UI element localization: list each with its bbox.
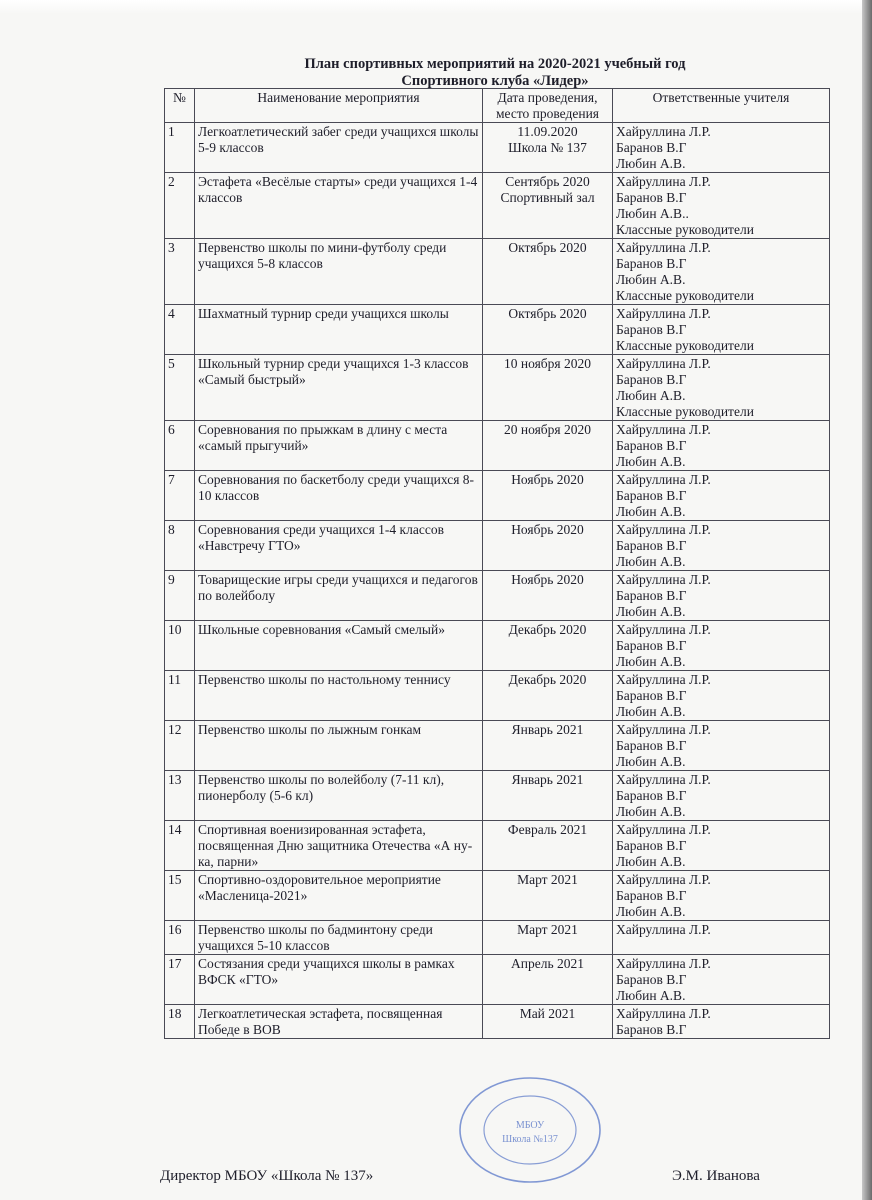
table-row xyxy=(165,355,830,421)
teacher-name: Любин А.В. xyxy=(616,504,686,519)
teacher-name: Любин А.В. xyxy=(616,804,686,819)
responsible-teachers xyxy=(613,421,830,471)
table-row xyxy=(165,123,830,173)
event-date xyxy=(483,123,613,173)
date-line: Январь 2021 xyxy=(511,772,584,787)
teacher-name: Любин А.В. xyxy=(616,156,686,171)
date-line: Февраль 2021 xyxy=(507,822,588,837)
teacher-name: Хайруллина Л.Р. xyxy=(616,772,711,787)
teacher-name: Хайруллина Л.Р. xyxy=(616,572,711,587)
date-line: 20 ноября 2020 xyxy=(503,422,591,437)
teacher-name: Баранов В.Г xyxy=(616,888,687,903)
event-name: Эстафета «Весёлые старты» среди учащихся 1-4 классов xyxy=(195,173,483,239)
date-line: 10 ноября 2020 xyxy=(503,356,591,371)
responsible-teachers xyxy=(613,821,830,871)
row-number: 2 xyxy=(165,173,195,239)
teacher-name: Баранов В.Г xyxy=(616,738,687,753)
row-number: 17 xyxy=(165,955,195,1005)
event-name: Школьный турнир среди учащихся 1-3 классов «Самый быстрый» xyxy=(195,355,483,421)
event-date xyxy=(483,871,613,921)
date-line: Ноябрь 2020 xyxy=(511,522,584,537)
event-name: Шахматный турнир среди учащихся школы xyxy=(195,305,483,355)
teacher-name: Любин А.В. xyxy=(616,604,686,619)
director-name: Э.М. Иванова xyxy=(672,1168,760,1184)
table-row xyxy=(165,239,830,305)
teacher-name: Хайруллина Л.Р. xyxy=(616,124,711,139)
row-number: 5 xyxy=(165,355,195,421)
responsible-teachers xyxy=(613,471,830,521)
event-date xyxy=(483,571,613,621)
event-date xyxy=(483,921,613,955)
event-name: Легкоатлетический забег среди учащихся школы 5-9 классов xyxy=(195,123,483,173)
responsible-teachers xyxy=(613,355,830,421)
teacher-name: Любин А.В. xyxy=(616,704,686,719)
responsible-teachers xyxy=(613,173,830,239)
event-date xyxy=(483,471,613,521)
event-date xyxy=(483,821,613,871)
event-name: Спортивная военизированная эстафета, посвященная Дню защитника Отечества «А ну-ка, парни» xyxy=(195,821,483,871)
teacher-name: Хайруллина Л.Р. xyxy=(616,356,711,371)
responsible-teachers xyxy=(613,305,830,355)
row-number: 10 xyxy=(165,621,195,671)
event-name: Состязания среди учащихся школы в рамках ВФСК «ГТО» xyxy=(195,955,483,1005)
event-date xyxy=(483,305,613,355)
table-row xyxy=(165,571,830,621)
teacher-name: Баранов В.Г xyxy=(616,688,687,703)
date-line: Спортивный зал xyxy=(500,190,595,205)
teacher-name: Любин А.В. xyxy=(616,904,686,919)
teacher-name: Баранов В.Г xyxy=(616,1022,687,1037)
table-row xyxy=(165,621,830,671)
row-number: 3 xyxy=(165,239,195,305)
header-date-place: Дата проведения, место проведения xyxy=(483,89,613,123)
header-responsible: Ответственные учителя xyxy=(613,89,830,123)
table-header-row xyxy=(165,89,830,123)
teacher-name: Хайруллина Л.Р. xyxy=(616,622,711,637)
responsible-teachers xyxy=(613,621,830,671)
event-date xyxy=(483,771,613,821)
table-body xyxy=(165,123,830,1039)
event-date xyxy=(483,521,613,571)
date-line: Март 2021 xyxy=(517,872,578,887)
teacher-name: Любин А.В. xyxy=(616,554,686,569)
teacher-name: Хайруллина Л.Р. xyxy=(616,306,711,321)
teacher-name: Баранов В.Г xyxy=(616,438,687,453)
teacher-name: Любин А.В. xyxy=(616,754,686,769)
responsible-teachers xyxy=(613,955,830,1005)
event-name: Школьные соревнования «Самый смелый» xyxy=(195,621,483,671)
event-name: Товарищеские игры среди учащихся и педагогов по волейболу xyxy=(195,571,483,621)
table-row xyxy=(165,955,830,1005)
event-date xyxy=(483,955,613,1005)
teacher-name: Баранов В.Г xyxy=(616,788,687,803)
row-number: 11 xyxy=(165,671,195,721)
event-date xyxy=(483,421,613,471)
scan-right-edge xyxy=(862,0,872,1200)
date-line: Школа № 137 xyxy=(508,140,587,155)
date-line: Декабрь 2020 xyxy=(508,622,587,637)
date-line: Март 2021 xyxy=(517,922,578,937)
event-date xyxy=(483,173,613,239)
teacher-name: Любин А.В.. xyxy=(616,206,689,221)
teacher-name: Любин А.В. xyxy=(616,454,686,469)
table-row xyxy=(165,671,830,721)
table-row xyxy=(165,721,830,771)
events-table xyxy=(164,88,830,1039)
event-date xyxy=(483,355,613,421)
date-line: Октябрь 2020 xyxy=(508,240,587,255)
responsible-teachers xyxy=(613,1005,830,1039)
row-number: 9 xyxy=(165,571,195,621)
teacher-name: Хайруллина Л.Р. xyxy=(616,422,711,437)
date-line: Май 2021 xyxy=(519,1006,576,1021)
title-line-1: План спортивных мероприятий на 2020-2021 учебный год xyxy=(304,56,686,72)
teacher-name: Классные руководители xyxy=(616,288,754,303)
teacher-name: Классные руководители xyxy=(616,222,754,237)
responsible-teachers xyxy=(613,771,830,821)
teacher-name: Хайруллина Л.Р. xyxy=(616,472,711,487)
event-name: Спортивно-оздоровительное мероприятие «Масленица-2021» xyxy=(195,871,483,921)
row-number: 4 xyxy=(165,305,195,355)
date-line: Ноябрь 2020 xyxy=(511,572,584,587)
event-name: Соревнования среди учащихся 1-4 классов «Навстречу ГТО» xyxy=(195,521,483,571)
responsible-teachers xyxy=(613,239,830,305)
teacher-name: Хайруллина Л.Р. xyxy=(616,956,711,971)
responsible-teachers xyxy=(613,921,830,955)
teacher-name: Баранов В.Г xyxy=(616,256,687,271)
responsible-teachers xyxy=(613,671,830,721)
date-line: Октябрь 2020 xyxy=(508,306,587,321)
header-number: № xyxy=(165,89,195,123)
event-name: Первенство школы по волейболу (7-11 кл), пионерболу (5-6 кл) xyxy=(195,771,483,821)
date-line: Апрель 2021 xyxy=(511,956,584,971)
table-row xyxy=(165,305,830,355)
date-line: Январь 2021 xyxy=(511,722,584,737)
teacher-name: Хайруллина Л.Р. xyxy=(616,822,711,837)
teacher-name: Хайруллина Л.Р. xyxy=(616,922,711,937)
event-date xyxy=(483,671,613,721)
event-date xyxy=(483,1005,613,1039)
table-row xyxy=(165,173,830,239)
teacher-name: Любин А.В. xyxy=(616,854,686,869)
stamp-text-1: МБОУ xyxy=(515,1120,545,1131)
teacher-name: Хайруллина Л.Р. xyxy=(616,240,711,255)
responsible-teachers xyxy=(613,521,830,571)
document-title xyxy=(0,56,872,90)
teacher-name: Хайруллина Л.Р. xyxy=(616,722,711,737)
responsible-teachers xyxy=(613,721,830,771)
row-number: 1 xyxy=(165,123,195,173)
teacher-name: Любин А.В. xyxy=(616,654,686,669)
teacher-name: Баранов В.Г xyxy=(616,972,687,987)
event-name: Соревнования по прыжкам в длину с места «самый прыгучий» xyxy=(195,421,483,471)
teacher-name: Баранов В.Г xyxy=(616,488,687,503)
event-date xyxy=(483,621,613,671)
teacher-name: Баранов В.Г xyxy=(616,140,687,155)
title-line-2: Спортивного клуба «Лидер» xyxy=(401,73,589,89)
table-row xyxy=(165,921,830,955)
row-number: 15 xyxy=(165,871,195,921)
date-line: Декабрь 2020 xyxy=(508,672,587,687)
table-row xyxy=(165,471,830,521)
teacher-name: Баранов В.Г xyxy=(616,322,687,337)
event-date xyxy=(483,239,613,305)
table-row xyxy=(165,421,830,471)
teacher-name: Баранов В.Г xyxy=(616,838,687,853)
responsible-teachers xyxy=(613,571,830,621)
director-label: Директор МБОУ «Школа № 137» xyxy=(160,1168,374,1184)
header-event-name: Наименование мероприятия xyxy=(195,89,483,123)
event-name: Легкоатлетическая эстафета, посвященная Победе в ВОВ xyxy=(195,1005,483,1039)
table-row xyxy=(165,521,830,571)
teacher-name: Классные руководители xyxy=(616,404,754,419)
teacher-name: Хайруллина Л.Р. xyxy=(616,672,711,687)
event-name: Первенство школы по настольному теннису xyxy=(195,671,483,721)
teacher-name: Баранов В.Г xyxy=(616,638,687,653)
table-row xyxy=(165,1005,830,1039)
teacher-name: Хайруллина Л.Р. xyxy=(616,1006,711,1021)
teacher-name: Любин А.В. xyxy=(616,988,686,1003)
teacher-name: Классные руководители xyxy=(616,338,754,353)
row-number: 6 xyxy=(165,421,195,471)
school-stamp xyxy=(440,1068,620,1188)
row-number: 14 xyxy=(165,821,195,871)
event-date xyxy=(483,721,613,771)
row-number: 13 xyxy=(165,771,195,821)
teacher-name: Любин А.В. xyxy=(616,272,686,287)
teacher-name: Хайруллина Л.Р. xyxy=(616,174,711,189)
teacher-name: Любин А.В. xyxy=(616,388,686,403)
row-number: 8 xyxy=(165,521,195,571)
date-line: Ноябрь 2020 xyxy=(511,472,584,487)
event-name: Соревнования по баскетболу среди учащихся 8-10 классов xyxy=(195,471,483,521)
row-number: 18 xyxy=(165,1005,195,1039)
date-line: Сентябрь 2020 xyxy=(505,174,590,189)
table-row xyxy=(165,871,830,921)
event-name: Первенство школы по бадминтону среди учащихся 5-10 классов xyxy=(195,921,483,955)
table-row xyxy=(165,771,830,821)
row-number: 7 xyxy=(165,471,195,521)
row-number: 16 xyxy=(165,921,195,955)
responsible-teachers xyxy=(613,123,830,173)
responsible-teachers xyxy=(613,871,830,921)
teacher-name: Баранов В.Г xyxy=(616,588,687,603)
date-line: 11.09.2020 xyxy=(517,124,578,139)
stamp-text-2: Школа №137 xyxy=(502,1134,558,1145)
event-name: Первенство школы по мини-футболу среди учащихся 5-8 классов xyxy=(195,239,483,305)
teacher-name: Хайруллина Л.Р. xyxy=(616,872,711,887)
event-name: Первенство школы по лыжным гонкам xyxy=(195,721,483,771)
row-number: 12 xyxy=(165,721,195,771)
teacher-name: Хайруллина Л.Р. xyxy=(616,522,711,537)
teacher-name: Баранов В.Г xyxy=(616,538,687,553)
teacher-name: Баранов В.Г xyxy=(616,372,687,387)
scan-top-edge xyxy=(0,0,872,14)
table-row xyxy=(165,821,830,871)
teacher-name: Баранов В.Г xyxy=(616,190,687,205)
